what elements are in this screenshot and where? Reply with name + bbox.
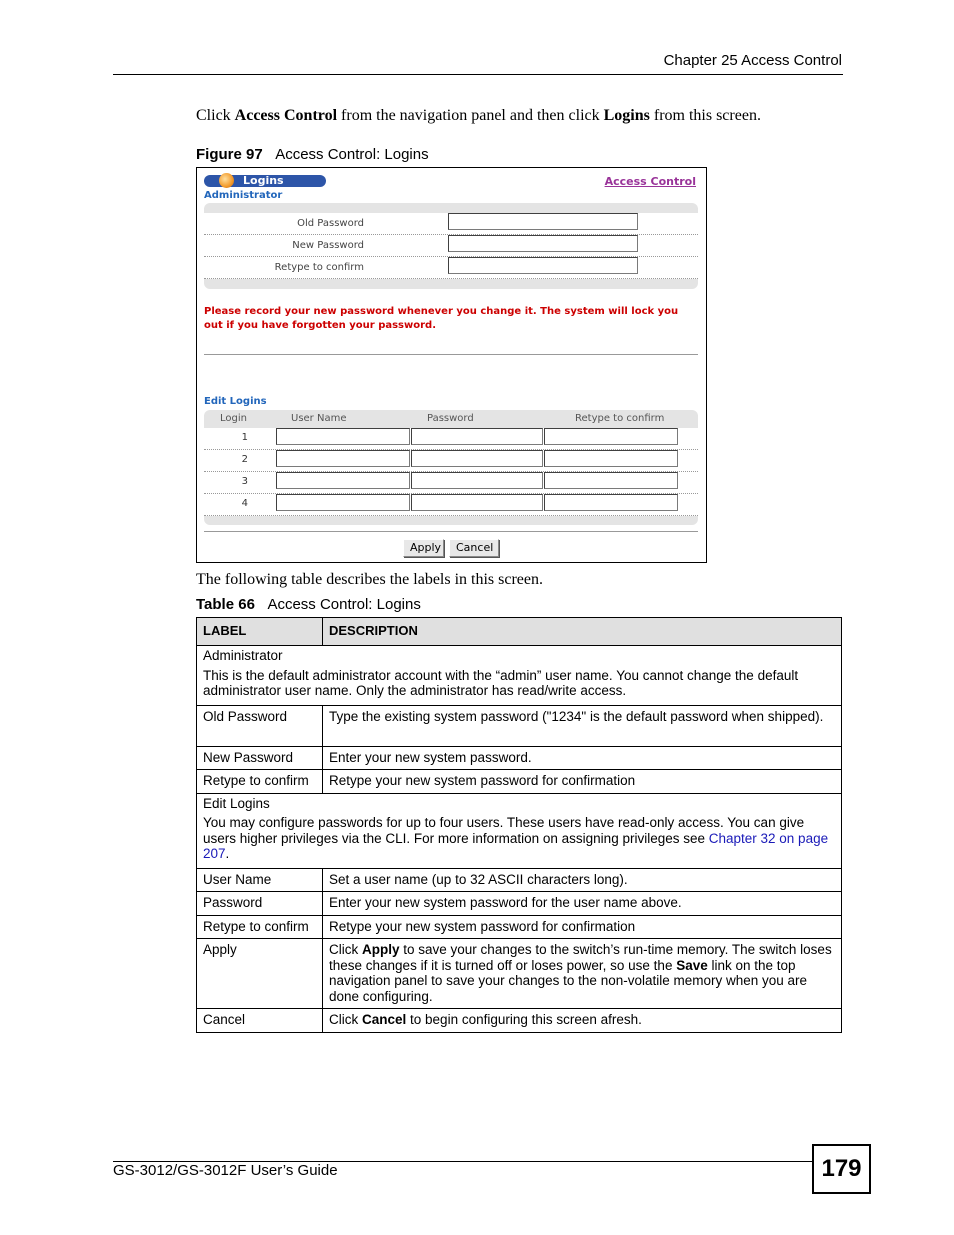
section-title: Administrator [203, 648, 283, 663]
section-text-end: . [225, 846, 230, 861]
retype-password-input[interactable] [544, 494, 678, 511]
col-password: Password [427, 413, 474, 424]
table-caption [196, 596, 421, 613]
header-label: LABEL [197, 618, 323, 646]
retype-label: Retype to confirm [274, 262, 364, 273]
intro-bold-access-control: Access Control [234, 107, 338, 124]
table-row [197, 1009, 842, 1033]
user-name-input[interactable] [276, 472, 410, 489]
divider [204, 531, 698, 532]
cell-description [323, 939, 842, 1009]
header-description: DESCRIPTION [323, 618, 842, 646]
table-row [197, 793, 842, 868]
cancel-text-1: Click [329, 1012, 362, 1027]
retype-input[interactable] [448, 257, 638, 274]
cell-description: Type the existing system password ("1234" is the default password when shipped). [323, 705, 842, 746]
save-bold: Save [676, 957, 708, 973]
new-password-label: New Password [292, 240, 364, 251]
login-row [204, 428, 698, 450]
header-rule [113, 74, 843, 75]
section-text: This is the default administrator account with the “admin” user name. You cannot change the default administrator user name. Only the administrator has read/write access. [203, 667, 799, 698]
chapter-32-link[interactable]: Chapter 32 on page 207 [203, 830, 829, 861]
cell-description [323, 1009, 842, 1033]
section-text [203, 815, 835, 862]
tab-orb-icon [219, 173, 234, 188]
cell-label: Retype to confirm [197, 770, 323, 794]
apply-text-1: Click [329, 942, 362, 957]
intro-bold-logins: Logins [603, 107, 650, 124]
access-control-link[interactable]: Access Control [604, 175, 696, 188]
logins-screen [196, 167, 707, 563]
login-row [204, 472, 698, 494]
following-paragraph: The following table describes the labels in this screen. [196, 571, 544, 588]
retype-password-input[interactable] [544, 450, 678, 467]
section-title: Edit Logins [203, 795, 270, 811]
cell-label: Retype to confirm [197, 915, 323, 939]
table-label: Table 66 [196, 596, 255, 613]
retype-password-input[interactable] [544, 472, 678, 489]
user-name-input[interactable] [276, 494, 410, 511]
table-row [197, 915, 842, 939]
password-warning: Please record your new password whenever you change it. The system will lock you out if you have forgotten your password. [204, 306, 679, 331]
login-number: 2 [241, 454, 248, 465]
chapter-header: Chapter 25 Access Control [663, 52, 842, 69]
login-number: 4 [241, 498, 248, 509]
intro-text-2: from the navigation panel and then click [337, 107, 604, 124]
table-row [197, 892, 842, 916]
col-login: Login [220, 413, 247, 424]
intro-text-1: Click [196, 107, 235, 124]
cell-label: Apply [197, 939, 323, 1009]
logins-tab-label: Logins [243, 174, 284, 187]
new-password-input[interactable] [448, 235, 638, 252]
table-header-row [197, 618, 842, 646]
login-row [204, 494, 698, 516]
col-retype: Retype to confirm [575, 413, 665, 424]
cell-description: Retype your new system password for confirmation [323, 770, 842, 794]
administrator-panel [204, 203, 698, 289]
table-row [197, 939, 842, 1009]
cancel-text-2: to begin configuring this screen afresh. [406, 1012, 642, 1027]
page-number: 179 [812, 1144, 871, 1194]
cell-label: User Name [197, 868, 323, 892]
old-password-row [204, 213, 698, 235]
divider [204, 354, 698, 355]
cancel-bold: Cancel [362, 1012, 407, 1027]
new-password-row [204, 235, 698, 257]
cell-label: New Password [197, 746, 323, 770]
table-title: Access Control: Logins [267, 596, 421, 613]
administrator-section [197, 646, 842, 706]
retype-row [204, 257, 698, 279]
apply-button[interactable]: Apply [403, 539, 444, 557]
cell-description: Set a user name (up to 32 ASCII characters long). [323, 868, 842, 892]
old-password-input[interactable] [448, 213, 638, 230]
table-row [197, 746, 842, 770]
figure-title: Access Control: Logins [275, 146, 429, 163]
password-input[interactable] [411, 472, 543, 489]
footer-guide-title: GS-3012/GS-3012F User’s Guide [113, 1162, 338, 1179]
user-name-input[interactable] [276, 450, 410, 467]
apply-bold: Apply [362, 942, 400, 957]
description-table [196, 617, 842, 1033]
login-row [204, 450, 698, 472]
edit-logins-section [197, 793, 842, 868]
figure-label: Figure 97 [196, 146, 263, 163]
intro-text-3: from this screen. [649, 107, 761, 124]
figure-caption [196, 146, 429, 163]
intro-paragraph [196, 107, 761, 125]
cell-description: Enter your new system password for the user name above. [323, 892, 842, 916]
login-number: 1 [241, 432, 248, 443]
cell-description: Enter your new system password. [323, 746, 842, 770]
user-name-input[interactable] [276, 428, 410, 445]
old-password-label: Old Password [297, 218, 364, 229]
col-user-name: User Name [291, 413, 347, 424]
cancel-button[interactable]: Cancel [449, 539, 499, 557]
edit-logins-panel [204, 410, 698, 525]
login-number: 3 [241, 476, 248, 487]
administrator-title: Administrator [204, 190, 283, 201]
retype-password-input[interactable] [544, 428, 678, 445]
password-input[interactable] [411, 450, 543, 467]
apply-text-2: to save your changes to the switch’s run-time memory. The switch loses these changes if it is turned off or loses power, so use the [329, 942, 832, 973]
table-row [197, 770, 842, 794]
cell-label: Cancel [197, 1009, 323, 1033]
password-input[interactable] [411, 494, 543, 511]
cell-label: Old Password [197, 705, 323, 746]
table-row [197, 705, 842, 746]
cell-description: Retype your new system password for confirmation [323, 915, 842, 939]
table-row [197, 868, 842, 892]
section-text-body: You may configure passwords for up to four users. These users have read-only access. You can give users higher privileges via the CLI. For more information on assigning privileges see [203, 815, 805, 846]
table-row [197, 646, 842, 706]
apply-text-3: link on the top navigation panel to save your changes to the non-volatile memory when you are done configuring. [329, 957, 808, 1004]
password-input[interactable] [411, 428, 543, 445]
edit-logins-title: Edit Logins [204, 396, 267, 407]
cell-label: Password [197, 892, 323, 916]
